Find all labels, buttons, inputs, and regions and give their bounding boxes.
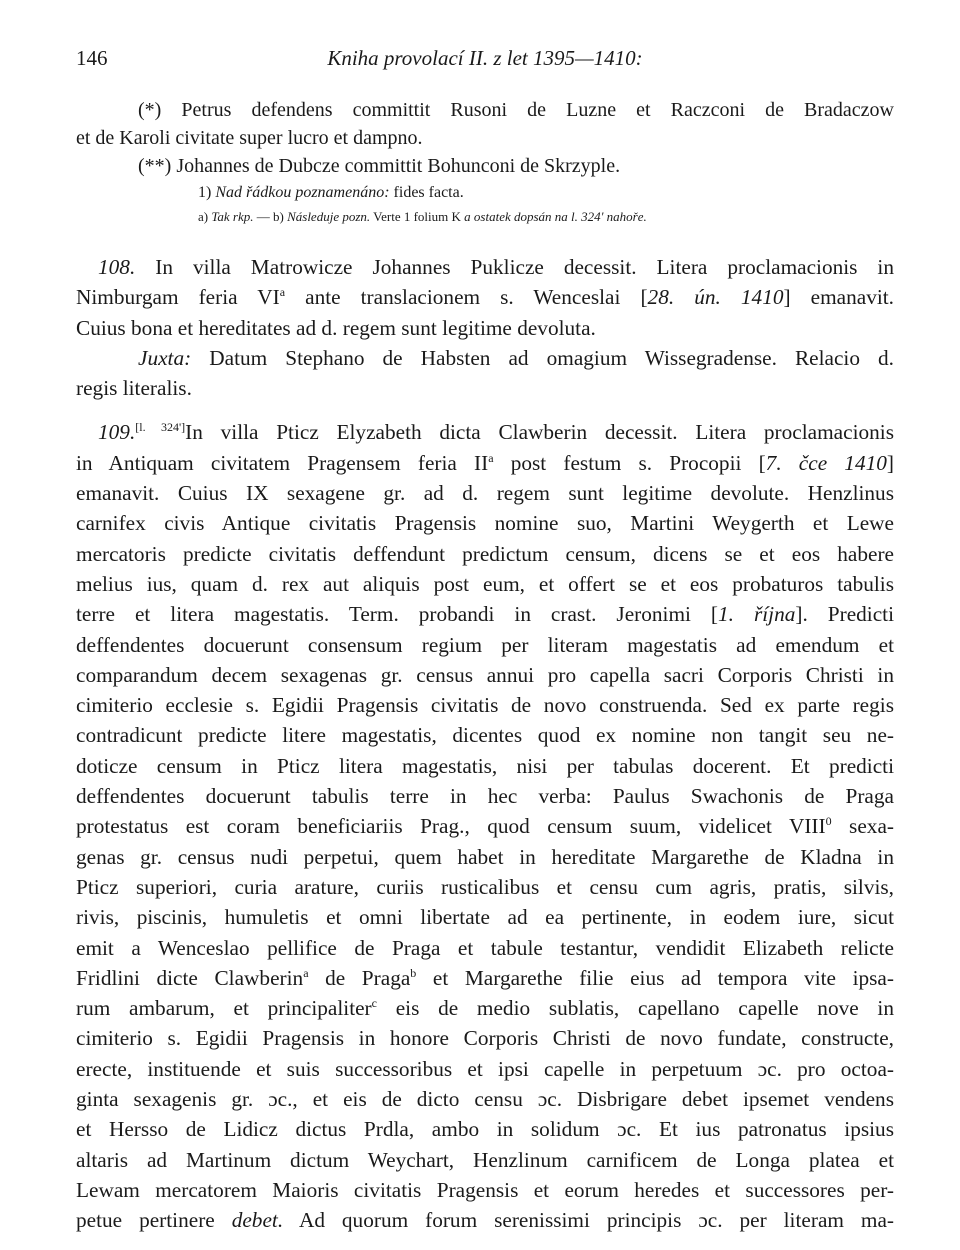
entry-108-line-2	[76, 282, 894, 312]
entry-109-text-19c: et Margarethe filie eius ad tempora vite ipsa-	[416, 965, 894, 990]
note-double-star: (**) Johannes de Dubcze committit Bohunconi de Skrzyple.	[138, 155, 621, 177]
entry-109-text-14b: sexa-	[831, 814, 894, 839]
entry-109-text-20a: rum ambarum, et principaliter	[76, 996, 372, 1021]
entry-109-line-4: carnifex civis Antique civitatis Pragensis nomine suo, Martini Weygerth et Lewe	[76, 511, 894, 536]
entry-109-line-17: rivis, piscinis, humuletis et omni libertate ad ea pertinente, in eodem iure, sicut	[76, 905, 894, 930]
notes-block	[76, 96, 894, 226]
folio-reference: [l. 324']	[135, 420, 186, 435]
page-number: 146	[76, 46, 108, 70]
entry-109-text-2c: ]	[886, 450, 894, 475]
footnote-1-mark: 1)	[198, 184, 212, 201]
entry-109-line-2	[76, 448, 894, 478]
entry-108-text-2c: ] emanavit.	[783, 285, 895, 310]
entry-109-line-8: deffendentes docuerunt consensum regium per literam magestatis ad emendum et	[76, 632, 894, 657]
footnote-a-text: Tak rkp.	[211, 209, 254, 224]
footnote-b-italic-2: a ostatek dopsán na l. 324' nahoře.	[464, 209, 647, 224]
entry-108-text-2b: ante translacionem s. Wenceslai [	[285, 285, 648, 310]
superscript: c	[371, 996, 377, 1011]
entry-109-line-21: cimiterio s. Egidii Pragensis in honore Corporis Christi de novo fundate, constructe,	[76, 1026, 894, 1051]
note-star-line-2: et de Karoli civitate super lucro et dampno.	[76, 127, 423, 149]
entry-109-text-7b: ]. Predicti	[795, 602, 894, 627]
entry-109-italic-27: debet.	[231, 1208, 284, 1233]
entry-109-line-9: comparandum decem sexagenas gr. census annui pro capella sacri Corporis Christi in	[76, 662, 894, 687]
entry-108-line-5: regis literalis.	[76, 376, 192, 401]
footnote-1	[198, 182, 894, 204]
footnote-sep: —	[256, 209, 270, 224]
entry-109-line-10: cimiterio ecclesie s. Egidii Pragensis civitatis de novo construenda. Sed ex parte regis	[76, 693, 894, 718]
editorial-date: 7. čce 1410	[765, 450, 887, 475]
footnote-b-italic: Následuje pozn.	[287, 209, 371, 224]
entry-108-text-4: Datum Stephano de Habsten ad omagium Wissegradense. Relacio d.	[209, 345, 894, 370]
footnote-1-italic: Nad řádkou poznamenáno:	[215, 184, 390, 201]
entry-109-line-16: Pticz superiori, curia arature, curiis rusticalibus et censu cum agris, pratis, silvis,	[76, 874, 894, 899]
footnote-a-mark: a)	[198, 209, 209, 224]
superscript: a	[488, 450, 494, 465]
entry-108-line-1	[76, 252, 894, 282]
entry-109-text-2a: in Antiquam civitatem Pragensem feria II	[76, 450, 489, 475]
editorial-date: 1. října	[718, 602, 796, 627]
entry-108-text-2a: Nimburgam feria VI	[76, 285, 280, 310]
entry-109-text-19a: Fridlini dicte Clawberin	[76, 965, 304, 990]
footnote-letters	[198, 208, 894, 226]
entry-109-line-1	[76, 417, 894, 447]
entry-109-line-12: doticze censum in Pticz litera magestatis, nisi per tabulas docerent. Et predicti	[76, 753, 894, 778]
entry-number: 109.	[98, 420, 136, 445]
entry-109-line-24: et Hersso de Lidicz dictus Prdla, ambo in solidum ɔc. Et ius patronatus ipsius	[76, 1117, 894, 1142]
entry-109-line-7	[76, 599, 894, 629]
note-star-line-1: (*) Petrus defendens committit Rusoni de Luzne et Raczconi de Bradaczow	[138, 99, 894, 121]
entry-109-text-19b: de Praga	[308, 965, 411, 990]
entry-109-line-27	[76, 1205, 894, 1235]
main-text	[76, 252, 894, 1250]
running-title: Kniha provolací II. z let 1395—1410:	[327, 46, 643, 70]
entry-109-line-5: mercatoris predicte civitatis deffendunt predictum censum, dicens se et eos habere	[76, 541, 894, 566]
entry-109	[76, 417, 894, 1235]
editorial-date: 28. ún. 1410	[647, 285, 784, 310]
entry-109-text-2b: post festum s. Procopii [	[493, 450, 766, 475]
entry-108-line-4	[76, 343, 894, 373]
footnote-b-mark: b)	[273, 209, 284, 224]
entry-109-line-6: melius ius, quam d. rex aut aliquis post eum, et offert se et eos probaturos tabulis	[76, 571, 894, 596]
entry-109-line-26: Lewam mercatorem Maioris civitatis Pragensis et eorum heredes et successores per-	[76, 1177, 894, 1202]
entry-109-text-27b: Ad quorum forum serenissimi principis ɔc. per literam ma-	[298, 1208, 895, 1233]
superscript: a	[303, 965, 309, 980]
entry-109-line-22: erecte, instituende et suis successoribus et ipsi capelle in perpetuum ɔc. pro octoa-	[76, 1056, 894, 1081]
entry-109-line-14	[76, 811, 894, 841]
entry-109-line-18: emit a Wenceslao pellifice de Praga et tabule testantur, vendidit Elizabeth relicte	[76, 935, 894, 960]
entry-109-text-27a: petue pertinere	[76, 1208, 215, 1233]
entry-109-line-19	[76, 963, 894, 993]
footnote-1-text: fides facta.	[393, 184, 464, 201]
entry-109-text-14a: protestatus est coram beneficiariis Prag., quod censum suum, videlicet VIII	[76, 814, 826, 839]
entry-109-line-11: contradicunt predicte litere magestatis, dicentes quod ex nomine non tangit seu ne-	[76, 723, 894, 748]
juxta-label: Juxta:	[138, 345, 192, 370]
entry-108-line-3: Cuius bona et hereditates ad d. regem sunt legitime devoluta.	[76, 315, 596, 340]
superscript: b	[410, 965, 417, 980]
entry-109-line-20	[76, 993, 894, 1023]
entry-109-text-1: In villa Pticz Elyzabeth dicta Clawberin decessit. Litera proclamacionis	[185, 420, 894, 445]
superscript: a	[279, 285, 286, 300]
entry-109-text-7a: terre et litera magestatis. Term. probandi in crast. Jeronimi [	[76, 602, 719, 627]
entry-108	[76, 252, 894, 403]
entry-109-line-13: deffendentes docuerunt tabulis terre in hec verba: Paulus Swachonis de Praga	[76, 784, 894, 809]
footnote-b-text: Verte 1 folium K	[373, 209, 461, 224]
entry-109-text-20b: eis de medio sublatis, capellano capelle nove in	[376, 996, 894, 1021]
entry-number: 108.	[98, 255, 136, 279]
entry-109-line-3: emanavit. Cuius IX sexagene gr. ad d. regem sunt legitime devolute. Henzlinus	[76, 481, 894, 506]
entry-108-text-1: In villa Matrowicze Johannes Puklicze decessit. Litera proclamacionis in	[155, 255, 895, 279]
entry-109-line-15: genas gr. census nudi perpetui, quem habet in hereditate Margarethe de Kladna in	[76, 844, 894, 869]
entry-109-line-23: ginta sexagenis gr. ɔc., et eis de dicto censu ɔc. Disbrigare debet ipsemet vendens	[76, 1087, 894, 1112]
entry-109-line-25: altaris ad Martinum dictum Weychart, Henzlinum carnificem de Longa platea et	[76, 1147, 894, 1172]
superscript: 0	[825, 814, 832, 829]
page-header	[76, 46, 894, 76]
